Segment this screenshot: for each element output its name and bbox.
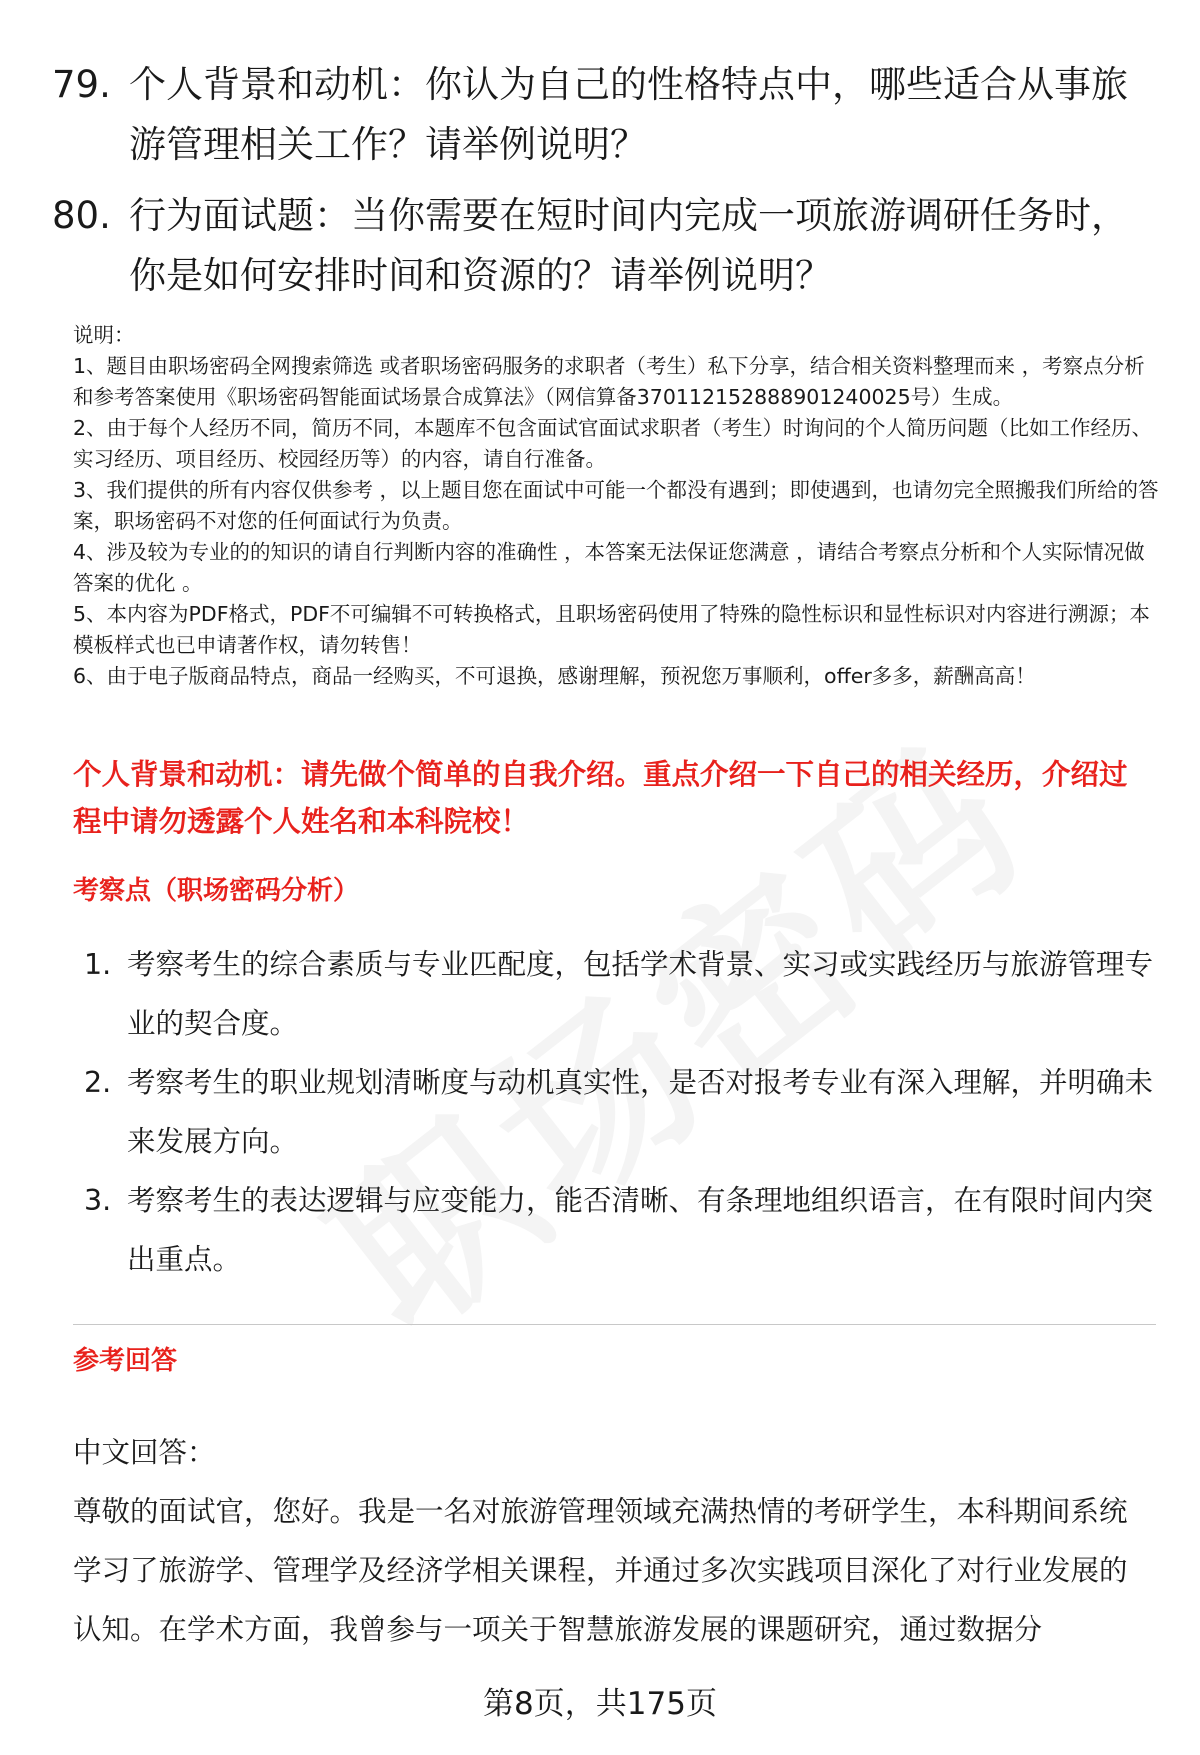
question-number: 79. bbox=[52, 63, 111, 106]
note-item: 1、题目由职场密码全网搜索筛选 或者职场密码服务的求职者（考生）私下分享，结合相关资料整理而来 ，考察点分析和参考答案使用《职场密码智能面试场景合成算法》（网信算备370112152888901240025号）生成。 bbox=[73, 354, 1145, 409]
question-text: 个人背景和动机：你认为自己的性格特点中，哪些适合从事旅游管理相关工作？请举例说明？ bbox=[129, 63, 1128, 166]
item-number: 2. bbox=[84, 1066, 112, 1099]
reference-heading: 参考回答 bbox=[73, 1346, 178, 1376]
notes-title: 说明： bbox=[73, 323, 135, 347]
note-item: 2、由于每个人经历不同，简历不同，本题库不包含面试官面试求职者（考生）时询问的个人简历问题（比如工作经历、实习经历、项目经历、校园经历等）的内容，请自行准备。 bbox=[73, 416, 1153, 471]
item-number: 3. bbox=[84, 1184, 112, 1217]
points-heading: 考察点（职场密码分析） bbox=[73, 876, 360, 906]
question-80 bbox=[52, 186, 1152, 306]
item-text: 考察考生的职业规划清晰度与动机真实性，是否对报考专业有深入理解，并明确未来发展方向。 bbox=[127, 1066, 1154, 1158]
list-item bbox=[80, 1053, 1155, 1171]
item-text: 考察考生的表达逻辑与应变能力，能否清晰、有条理地组织语言，在有限时间内突出重点。 bbox=[127, 1184, 1154, 1276]
answer-block bbox=[73, 1423, 1153, 1659]
divider bbox=[73, 1324, 1156, 1325]
question-text: 行为面试题：当你需要在短时间内完成一项旅游调研任务时，你是如何安排时间和资源的？请举例说明？ bbox=[129, 194, 1128, 297]
disclaimer-notes bbox=[73, 320, 1163, 692]
item-text: 考察考生的综合素质与专业匹配度，包括学术背景、实习或实践经历与旅游管理专业的契合度。 bbox=[127, 948, 1154, 1040]
points-list bbox=[80, 935, 1155, 1289]
note-item: 6、由于电子版商品特点，商品一经购买，不可退换，感谢理解，预祝您万事顺利，offer多多，薪酬高高！ bbox=[73, 664, 1036, 688]
note-item: 3、我们提供的所有内容仅供参考 ，以上题目您在面试中可能一个都没有遇到；即使遇到，也请勿完全照搬我们所给的答案，职场密码不对您的任何面试行为负责。 bbox=[73, 478, 1159, 533]
answer-label: 中文回答： bbox=[73, 1436, 216, 1469]
note-item: 5、本内容为PDF格式，PDF不可编辑不可转换格式，且职场密码使用了特殊的隐性标识和显性标识对内容进行溯源；本模板样式也已申请著作权，请勿转售！ bbox=[73, 602, 1150, 657]
answer-text: 尊敬的面试官，您好。我是一名对旅游管理领域充满热情的考研学生，本科期间系统学习了旅游学、管理学及经济学相关课程，并通过多次实践项目深化了对行业发展的认知。在学术方面，我曾参与一项关于智慧旅游发展的课题研究，通过数据分 bbox=[73, 1495, 1128, 1646]
question-number: 80. bbox=[52, 194, 111, 237]
list-item bbox=[80, 1171, 1155, 1289]
item-number: 1. bbox=[84, 948, 112, 981]
list-item bbox=[80, 935, 1155, 1053]
current-question: 个人背景和动机：请先做个简单的自我介绍。重点介绍一下自己的相关经历，介绍过程中请勿透露个人姓名和本科院校！ bbox=[73, 758, 1128, 838]
question-79 bbox=[52, 55, 1152, 175]
page-footer: 第8页，共175页 bbox=[483, 1686, 717, 1722]
note-item: 4、涉及较为专业的的知识的请自行判断内容的准确性 ，本答案无法保证您满意 ，请结合考察点分析和个人实际情况做答案的优化 。 bbox=[73, 540, 1145, 595]
